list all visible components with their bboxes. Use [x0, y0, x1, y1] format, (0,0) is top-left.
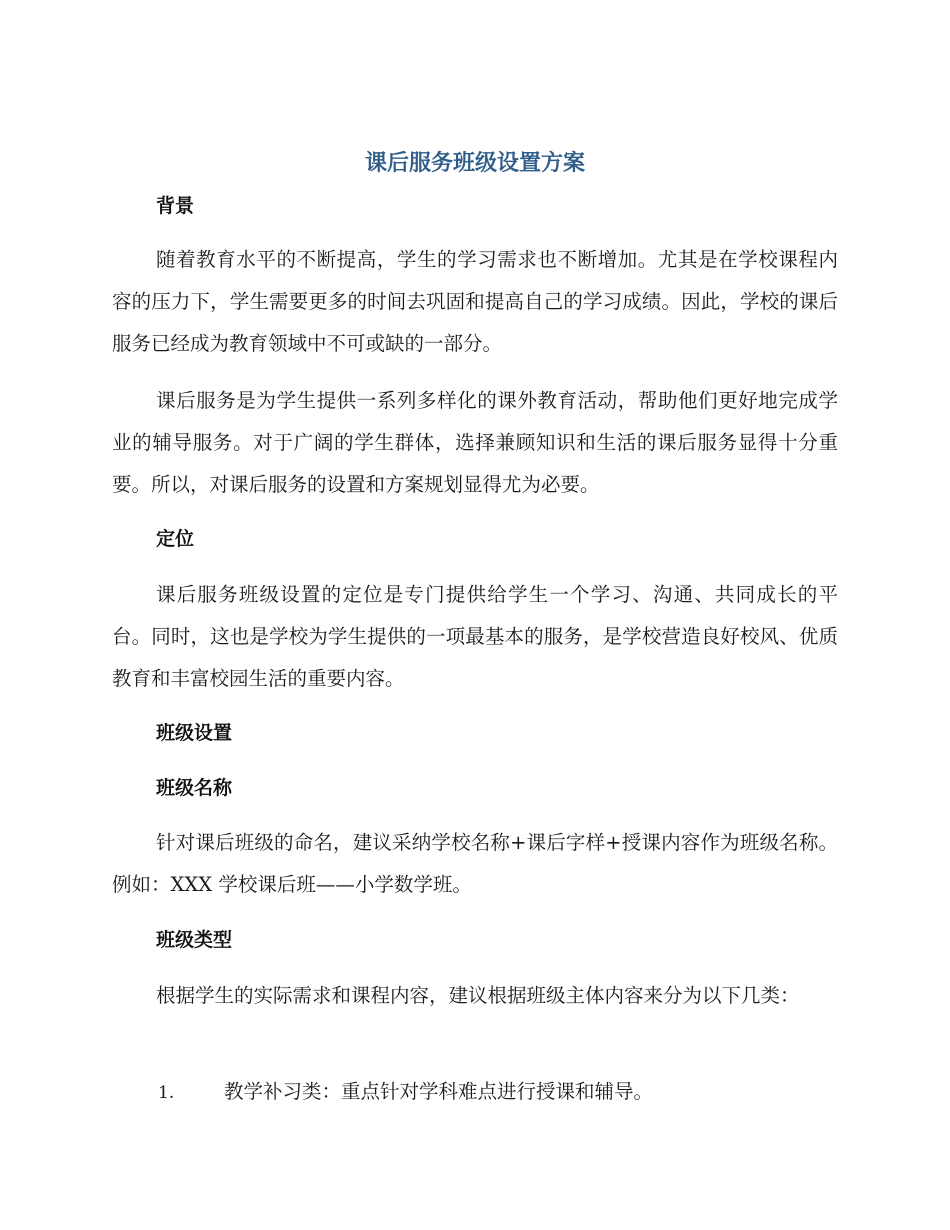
paragraph-background-1: 随着教育水平的不断提高，学生的学习需求也不断增加。尤其是在学校课程内容的压力下，学生需要更多的时间去巩固和提高自己的学习成绩。因此，学校的课后服务已经成为教育领域中不可或缺的一部分。: [112, 248, 838, 355]
list-item: [158, 1074, 848, 1111]
paragraph-class-name-1: 针对课后班级的命名，建议采纳学校名称+课后字样+授课内容作为班级名称。例如：XXX 学校课后班——小学数学班。: [112, 831, 838, 896]
paragraph-positioning-1: 课后服务班级设置的定位是专门提供给学生一个学习、沟通、共同成长的平台。同时，这也是学校为学生提供的一项最基本的服务，是学校营造良好校风、优质教育和丰富校园生活的重要内容。: [112, 583, 838, 690]
paragraph-class-type-1: 根据学生的实际需求和课程内容，建议根据班级主体内容来分为以下几类：: [156, 984, 800, 1007]
heading-class-setup: 班级设置: [156, 722, 233, 744]
heading-positioning: 定位: [156, 528, 195, 550]
list-item-number: 1.: [158, 1083, 175, 1103]
document-title: 课后服务班级设置方案: [364, 151, 585, 176]
heading-class-name: 班级名称: [156, 777, 233, 799]
paragraph-background-2: 课后服务是为学生提供一系列多样化的课外教育活动，帮助他们更好地完成学业的辅导服务。对于广阔的学生群体，选择兼顾知识和生活的课后服务显得十分重要。所以，对课后服务的设置和方案规划显得尤为必要。: [112, 389, 838, 496]
heading-background: 背景: [156, 195, 195, 217]
heading-class-type: 班级类型: [156, 929, 233, 951]
list-item-text: 教学补习类：重点针对学科难点进行授课和辅导。: [224, 1080, 654, 1103]
